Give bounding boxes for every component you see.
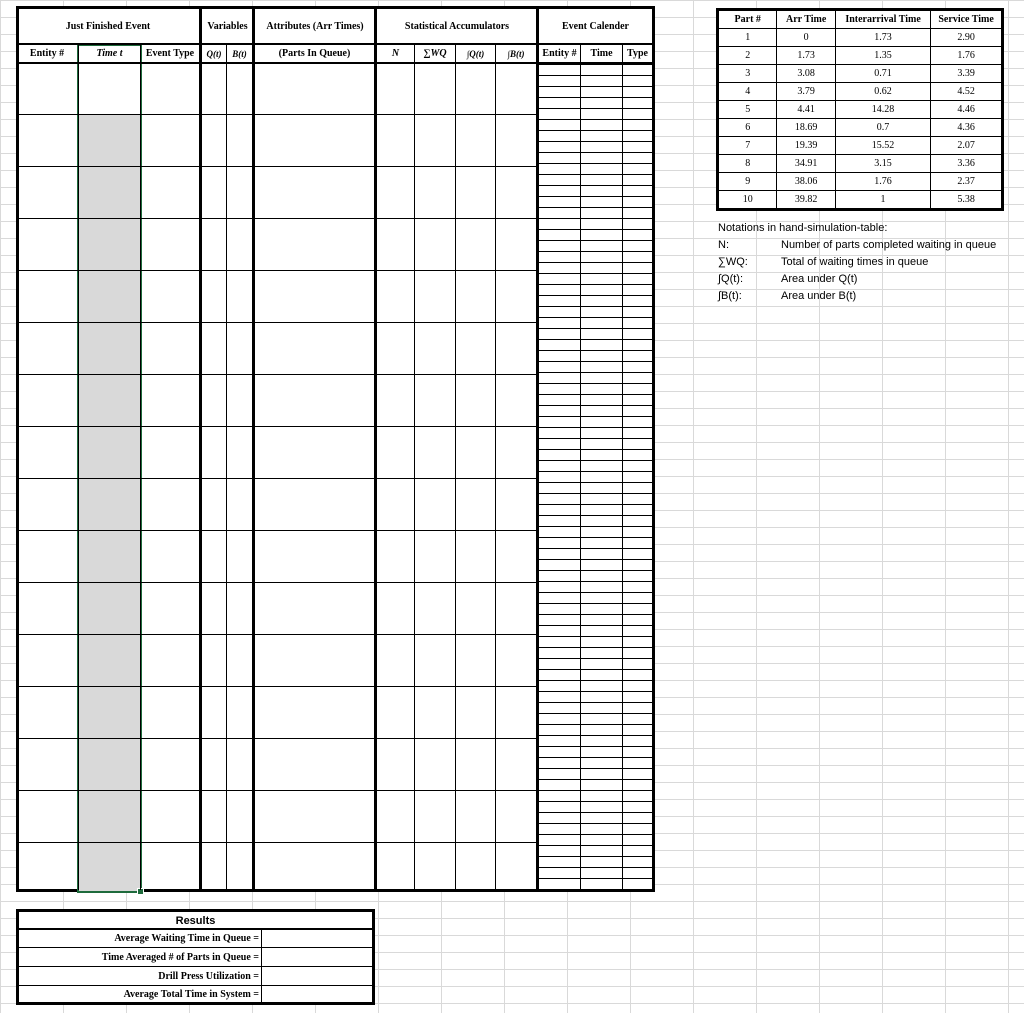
parts-row [719,137,1002,155]
parts-cell[interactable]: 39.82 [777,191,835,209]
notation-text: Number of parts completed waiting in queue [781,239,997,251]
parts-cell[interactable]: 4 [719,83,777,101]
col-line [455,44,456,890]
parts-cell[interactable]: 4.52 [931,83,1002,101]
parts-row [719,83,1002,101]
selected-column-border [77,44,142,893]
result-label-avg-total-time: Average Total Time in System = [123,989,259,1000]
col-header-event-type: Event Type [145,48,195,59]
parts-row [719,173,1002,191]
col-header-cal-entity: Entity # [542,48,577,59]
header-statistical-accumulators: Statistical Accumulators [404,20,510,32]
parts-cell[interactable]: 2.37 [931,173,1002,191]
parts-cell[interactable]: 3.36 [931,155,1002,173]
col-line [140,44,141,890]
parts-col-header: Interarrival Time [835,11,930,29]
parts-cell[interactable]: 8 [719,155,777,173]
parts-cell[interactable]: 1.73 [835,29,930,47]
row-line [16,270,538,271]
parts-col-header: Service Time [931,11,1002,29]
col-line [414,44,415,890]
parts-row [719,155,1002,173]
parts-cell[interactable]: 15.52 [835,137,930,155]
parts-cell[interactable]: 1.73 [777,47,835,65]
notation-symbol: ∑WQ: [718,256,748,268]
result-value-utilization[interactable] [262,967,372,985]
header-attributes: Attributes (Arr Times) [266,20,364,32]
col-header-cal-type: Type [627,48,648,59]
header-event-calender: Event Calender [562,20,629,32]
parts-cell[interactable]: 19.39 [777,137,835,155]
result-value-time-avg-parts[interactable] [262,948,372,966]
row-line [16,790,538,791]
parts-cell[interactable]: 3.15 [835,155,930,173]
row-line [16,634,538,635]
parts-cell[interactable]: 1.76 [835,173,930,191]
parts-cell[interactable]: 4.46 [931,101,1002,119]
col-line [78,44,79,890]
parts-cell[interactable]: 38.06 [777,173,835,191]
parts-cell[interactable]: 3.39 [931,65,1002,83]
parts-cell[interactable]: 3.08 [777,65,835,83]
parts-cell[interactable]: 0.71 [835,65,930,83]
parts-table-wrapper [716,8,1004,211]
notation-symbol: N: [718,239,729,251]
col-header-cal-time: Time [590,48,613,59]
row-line [16,478,538,479]
parts-cell[interactable]: 1 [719,29,777,47]
parts-cell[interactable]: 0.7 [835,119,930,137]
header-variables: Variables [207,20,248,32]
parts-cell[interactable]: 5.38 [931,191,1002,209]
result-label-utilization: Drill Press Utilization = [158,970,259,982]
col-line [199,6,202,892]
parts-header-row [719,11,1002,29]
col-header-parts-in-queue: (Parts In Queue) [278,48,351,59]
col-line [226,44,227,890]
parts-cell[interactable]: 7 [719,137,777,155]
notation-symbol: ∫Q(t): [718,273,744,285]
col-line [622,44,623,890]
parts-col-header: Arr Time [777,11,835,29]
parts-cell[interactable]: 0.62 [835,83,930,101]
parts-col-header: Part # [719,11,777,29]
parts-cell[interactable]: 34.91 [777,155,835,173]
parts-cell[interactable]: 9 [719,173,777,191]
row-line [16,374,538,375]
col-header-swq: ∑WQ [423,48,447,59]
parts-cell[interactable]: 2 [719,47,777,65]
col-header-entity: Entity # [29,48,65,59]
parts-row [719,65,1002,83]
col-header-b: B(t) [232,48,247,59]
row-line [16,166,538,167]
header-bottom-line [16,62,655,64]
col-header-ib: ∫B(t) [507,48,525,59]
parts-row [719,191,1002,209]
parts-cell[interactable]: 6 [719,119,777,137]
row-line [16,218,538,219]
parts-cell[interactable]: 1.35 [835,47,930,65]
parts-cell[interactable]: 0 [777,29,835,47]
parts-table [718,10,1002,209]
parts-row [719,29,1002,47]
col-header-q: Q(t) [206,48,222,59]
parts-table-body [719,29,1002,209]
col-header-time: Time t [96,48,123,59]
row-line [16,738,538,739]
event-calendar-grid [538,64,652,889]
parts-cell[interactable]: 3 [719,65,777,83]
row-line [16,114,538,115]
row-line [16,686,538,687]
col-header-iq: ∫Q(t) [466,48,485,59]
result-label-avg-wait: Average Waiting Time in Queue = [114,933,259,944]
result-label-time-avg-parts: Time Averaged # of Parts in Queue = [101,951,259,963]
parts-row [719,47,1002,65]
parts-row [719,119,1002,137]
col-line [374,6,377,892]
result-value-avg-total-time[interactable] [262,986,372,1003]
parts-cell[interactable]: 18.69 [777,119,835,137]
row-line [16,582,538,583]
parts-cell[interactable]: 14.28 [835,101,930,119]
parts-cell[interactable]: 2.90 [931,29,1002,47]
notation-text: Area under B(t) [781,290,857,302]
row-line [16,322,538,323]
row-line [16,426,538,427]
col-header-n: N [391,48,400,59]
header-just-finished-event: Just Finished Event [65,20,151,32]
parts-cell[interactable]: 3.79 [777,83,835,101]
col-line [580,44,581,890]
col-line [252,6,255,892]
row-line [16,842,538,843]
col-line [536,6,539,892]
notations-title: Notations in hand-simulation-table: [718,222,888,234]
parts-cell[interactable]: 1.76 [931,47,1002,65]
results-title: Results [175,914,216,927]
notation-text: Area under Q(t) [781,273,858,285]
parts-cell[interactable]: 5 [719,101,777,119]
parts-cell[interactable]: 2.07 [931,137,1002,155]
parts-cell[interactable]: 4.41 [777,101,835,119]
result-value-avg-wait[interactable] [262,930,372,947]
col-line [495,44,496,890]
parts-cell[interactable]: 10 [719,191,777,209]
parts-row [719,101,1002,119]
notation-text: Total of waiting times in queue [781,256,929,268]
notation-symbol: ∫B(t): [718,290,742,302]
parts-cell[interactable]: 4.36 [931,119,1002,137]
row-line [16,530,538,531]
parts-cell[interactable]: 1 [835,191,930,209]
